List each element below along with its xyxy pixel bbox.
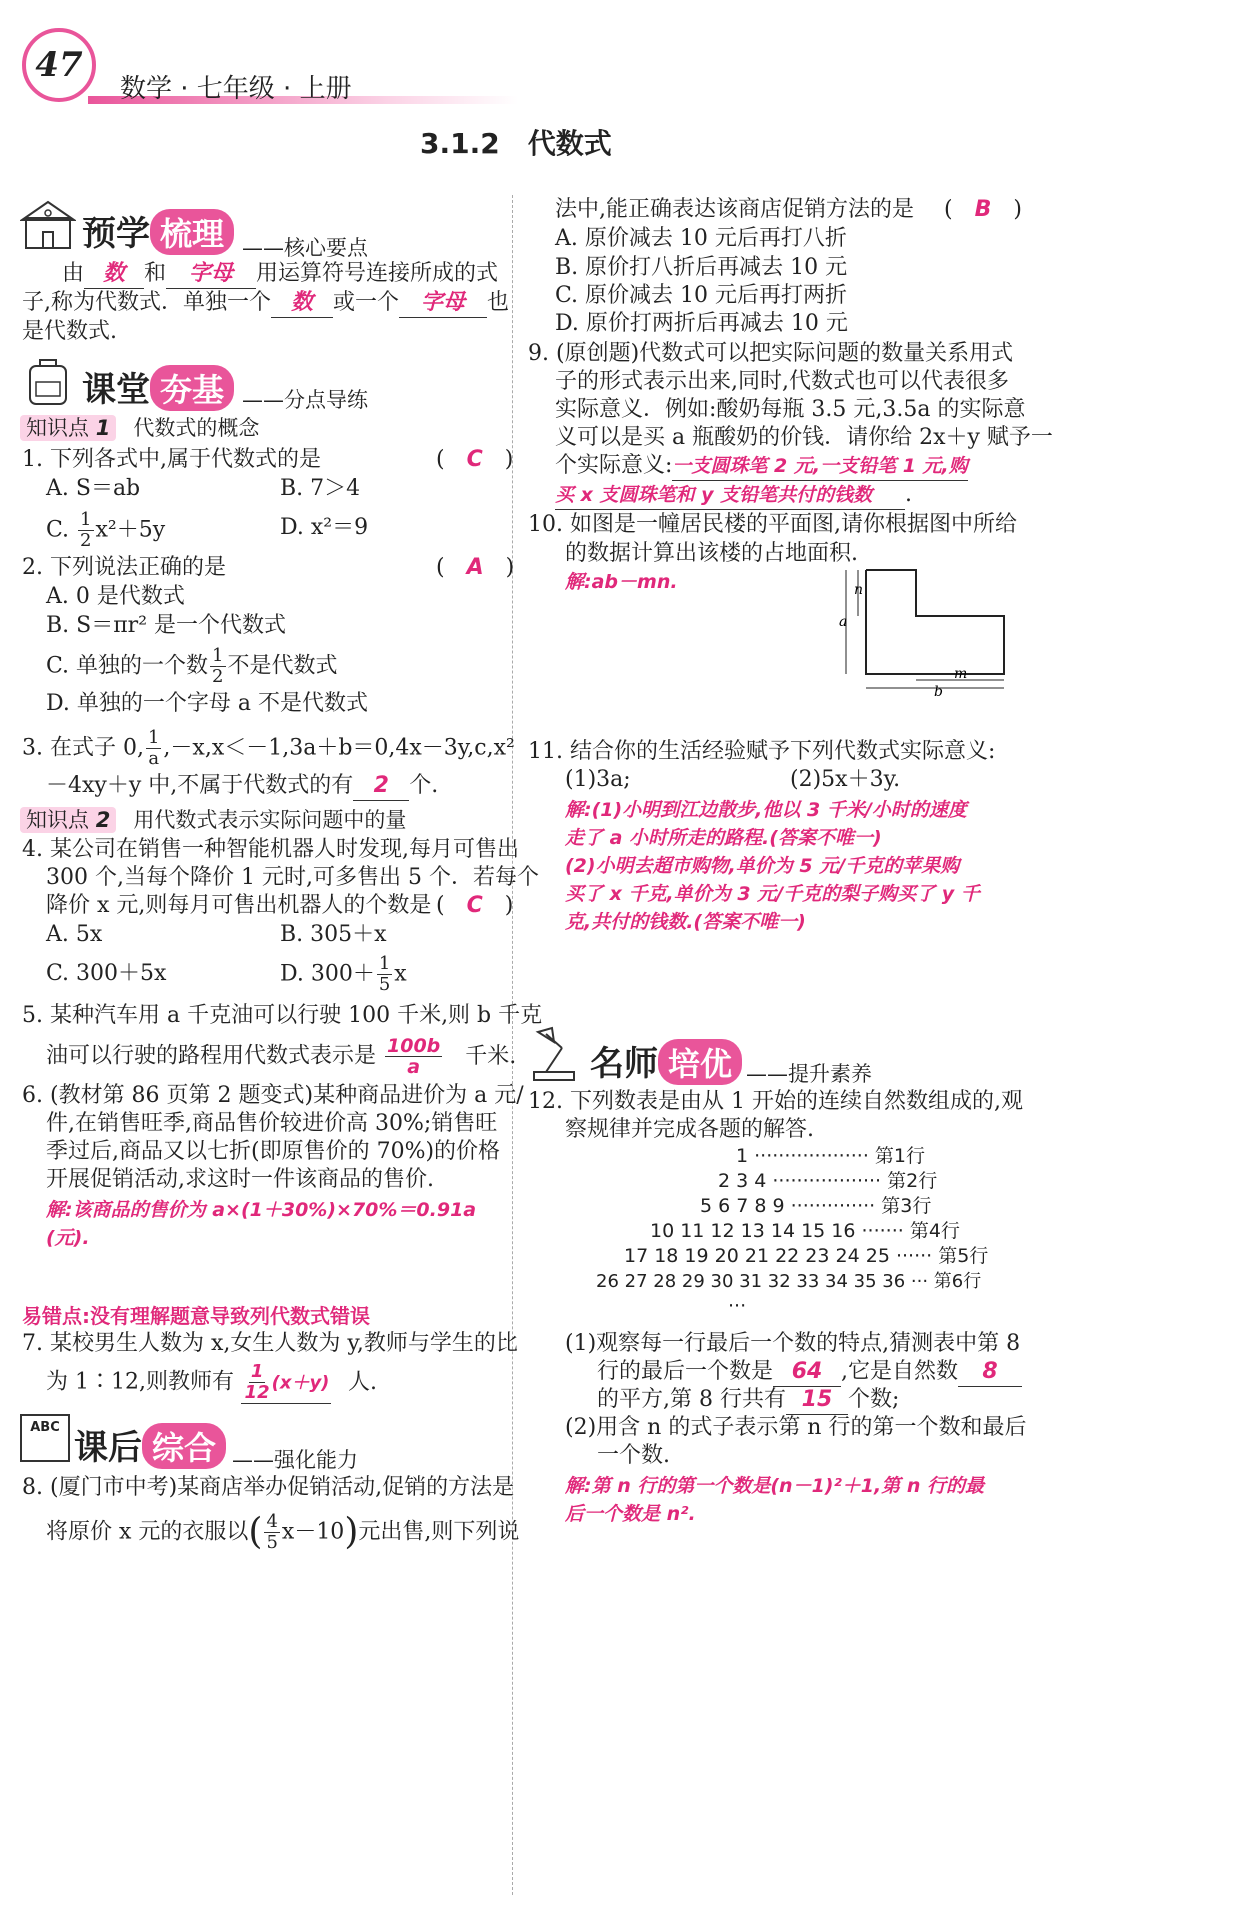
q7-line1: 7. 某校男生人数为 x,女生人数为 y,教师与学生的比 [22, 1331, 518, 1356]
q9-line1: 9. (原创题)代数式可以把实际问题的数量关系用式 [528, 341, 1014, 366]
section-preview-title: 预学 梳理 [82, 206, 234, 255]
knowledge-point-1: 知识点 1 代数式的概念 [20, 412, 259, 442]
q1-answer: ( C ) [436, 447, 514, 472]
section-preview-subtitle: ——核心要点 [242, 236, 368, 260]
q6-line4: 开展促销活动,求这时一件该商品的售价. [46, 1167, 434, 1192]
q11-sol-2: 走了 a 小时所走的路程.(答案不唯一) [565, 827, 882, 849]
q2-option-d: D. 单独的一个字母 a 不是代数式 [46, 691, 368, 716]
q6-line2: 件,在销售旺季,商品售价较进价高 30%;销售旺 [46, 1111, 498, 1136]
q6-solution-2: (元). [46, 1227, 90, 1249]
q11-sol-3: (2)小明去超市购物,单价为 5 元/千克的苹果购 [565, 855, 960, 877]
q8-line1: 8. (厦门市中考)某商店举办促销活动,促销的方法是 [22, 1475, 515, 1500]
q12-p2-line2: 一个数. [597, 1443, 670, 1468]
q12-p1-line1: (1)观察每一行最后一个数的特点,猜测表中第 8 [565, 1331, 1021, 1356]
q4-option-d: D. 300＋ $\frac{1}{5}$ x [280, 953, 407, 995]
q5-line2: 油可以行驶的路程用代数式表示是 $\frac{100b}{a}$ 千米. [46, 1035, 517, 1078]
floor-plan-diagram [836, 564, 1012, 704]
q9-line6: 买 x 支圆珠笔和 y 支铅笔共付的钱数 . [555, 481, 912, 510]
book-title: 数学 · 七年级 · 上册 [120, 74, 352, 104]
q5-line1: 5. 某种汽车用 a 千克油可以行驶 100 千米,则 b 千克 [22, 1003, 543, 1028]
page-number-badge [22, 28, 96, 102]
q9-line4: 义可以是买 a 瓶酸奶的价钱．请你给 2x＋y 赋予一 [555, 425, 1053, 450]
error-point-title: 易错点:没有理解题意导致列代数式错误 [22, 1304, 370, 1328]
table-row: ··· [728, 1295, 747, 1317]
q6-line1: 6. (教材第 86 页第 2 题变式)某种商品进价为 a 元/ [22, 1083, 524, 1108]
q2-answer: ( A ) [436, 555, 515, 580]
q8-option-a: A. 原价减去 10 元后再打八折 [555, 226, 847, 251]
table-row: 26 27 28 29 30 31 32 33 34 35 36 ··· 第6行 [596, 1271, 982, 1292]
lamp-icon [528, 1026, 584, 1086]
q8-answer: ( B ) [944, 197, 1022, 222]
section-after-title: 课后 综合 [74, 1420, 226, 1469]
label-b: b [934, 684, 943, 700]
backpack-icon [20, 352, 76, 412]
knowledge-point-2: 知识点 2 用代数式表示实际问题中的量 [20, 804, 406, 834]
q3-line1: 3. 在式子 0, $\frac{1}{a}$ ,－x,x＜－1,3a＋b＝0,4x－3y,c,x² [22, 727, 515, 769]
number-table [596, 1144, 989, 1319]
q12-p1-line2: 行的最后一个数是 64 ,它是自然数 8 [597, 1358, 1022, 1387]
q11-sol-4: 买了 x 千克,单价为 3 元/千克的梨子购买了 y 千 [565, 883, 980, 905]
section-after-subtitle: ——强化能力 [232, 1448, 358, 1472]
q11-line1: 11. 结合你的生活经验赋予下列代数式实际意义: [528, 739, 996, 764]
q4-option-c: C. 300＋5x [46, 961, 167, 986]
q12-p1-line3: 的平方,第 8 行共有 15 个数; [597, 1386, 899, 1415]
q1-option-b: B. 7＞4 [280, 476, 361, 501]
q12-line2: 察规律并完成各题的解答. [565, 1117, 814, 1142]
q4-option-a: A. 5x [46, 922, 103, 947]
table-row: 17 18 19 20 21 22 23 24 25 ······ 第5行 [624, 1245, 989, 1267]
q6-solution-1: 解:该商品的售价为 a×(1＋30%)×70%＝0.91a [46, 1199, 477, 1221]
q3-line2: －4xy＋y 中,不属于代数式的有 2 个. [46, 772, 438, 801]
q4-answer: ( C ) [436, 893, 514, 918]
q1-option-d: D. x²＝9 [280, 515, 369, 540]
label-n: n [854, 582, 864, 598]
q4-line1: 4. 某公司在销售一种智能机器人时发现,每月可售出 [22, 837, 519, 862]
q10-line2: 的数据计算出该楼的占地面积. [565, 541, 858, 566]
q4-line2: 300 个,当每个降价 1 元时,可多售出 5 个．若每个 [46, 865, 539, 890]
table-row: 10 11 12 13 14 15 16 ······· 第4行 [650, 1220, 960, 1242]
table-row: 1 ··················· 第1行 [736, 1145, 926, 1167]
q10-solution: 解:ab－mn. [565, 571, 678, 593]
q11-part1: (1)3a; [565, 767, 631, 792]
section-class-subtitle: ——分点导练 [242, 388, 368, 412]
page-number: 47 [35, 45, 83, 85]
q8-line2: 将原价 x 元的衣服以( $\frac{4}{5}$ x－10)元出售,则下列说 [46, 1511, 520, 1553]
sec1-line2: 子,称为代数式．单独一个 数 或一个 字母 也 [22, 289, 509, 318]
q2-stem: 2. 下列说法正确的是 [22, 555, 226, 580]
label-m: m [954, 666, 968, 682]
table-row: 2 3 4 ·················· 第2行 [718, 1170, 938, 1192]
q12-sol-1: 解:第 n 行的第一个数是(n－1)²＋1,第 n 行的最 [565, 1475, 984, 1497]
label-a: a [839, 614, 848, 630]
abc-book-icon: ABC [20, 1414, 70, 1462]
q2-option-a: A. 0 是代数式 [46, 584, 185, 609]
q9-line5: 个实际意义:一支圆珠笔 2 元,一支铅笔 1 元,购 [555, 452, 968, 481]
q12-line1: 12. 下列数表是由从 1 开始的连续自然数组成的,观 [528, 1089, 1023, 1114]
q1-option-a: A. S＝ab [46, 476, 141, 501]
table-row: 5 6 7 8 9 ·············· 第3行 [700, 1195, 932, 1217]
section-master-subtitle: ——提升素养 [746, 1062, 872, 1086]
q1-stem: 1. 下列各式中,属于代数式的是 [22, 447, 321, 472]
q8-option-d: D. 原价打两折后再减去 10 元 [555, 311, 848, 336]
q8-line3: 法中,能正确表达该商店促销方法的是 [555, 197, 914, 222]
q12-p2-line1: (2)用含 n 的式子表示第 n 行的第一个数和最后 [565, 1415, 1027, 1440]
page-title: 3.1.2 代数式 [420, 127, 612, 160]
q11-sol-5: 克,共付的钱数.(答案不唯一) [565, 911, 806, 933]
q8-option-b: B. 原价打八折后再减去 10 元 [555, 255, 848, 280]
q1-option-c: C. $\frac{1}{2}$ x²＋5y [46, 509, 166, 551]
sec1-line3: 是代数式. [22, 319, 117, 344]
q11-part2: (2)5x＋3y. [790, 767, 901, 792]
q4-option-b: B. 305＋x [280, 922, 387, 947]
q4-line3: 降价 x 元,则每月可售出机器人的个数是 [46, 893, 432, 918]
q11-sol-1: 解:(1)小明到江边散步,他以 3 千米/小时的速度 [565, 799, 967, 821]
q10-line1: 10. 如图是一幢居民楼的平面图,请你根据图中所给 [528, 512, 1017, 537]
section-master-title: 名师 培优 [590, 1036, 742, 1085]
q9-line2: 子的形式表示出来,同时,代数式也可以代表很多 [555, 369, 1009, 394]
q7-line2: 为 1∶12,则教师有 $\frac{1}{12}$ (x＋y) 人. [46, 1361, 377, 1403]
q2-option-c: C. 单独的一个数 $\frac{1}{2}$ 不是代数式 [46, 645, 338, 687]
school-icon [20, 196, 76, 256]
q12-sol-2: 后一个数是 n². [565, 1503, 696, 1525]
q6-line3: 季过后,商品又以七折(即原售价的 70%)的价格 [46, 1139, 501, 1164]
sec1-line1: 由 数 和 字母 用运算符号连接所成的式 [62, 260, 498, 289]
section-class-title: 课堂 夯基 [82, 362, 234, 411]
q2-option-b: B. S＝πr² 是一个代数式 [46, 613, 287, 638]
q9-line3: 实际意义．例如:酸奶每瓶 3.5 元,3.5a 的实际意 [555, 397, 1026, 422]
q8-option-c: C. 原价减去 10 元后再打两折 [555, 283, 848, 308]
